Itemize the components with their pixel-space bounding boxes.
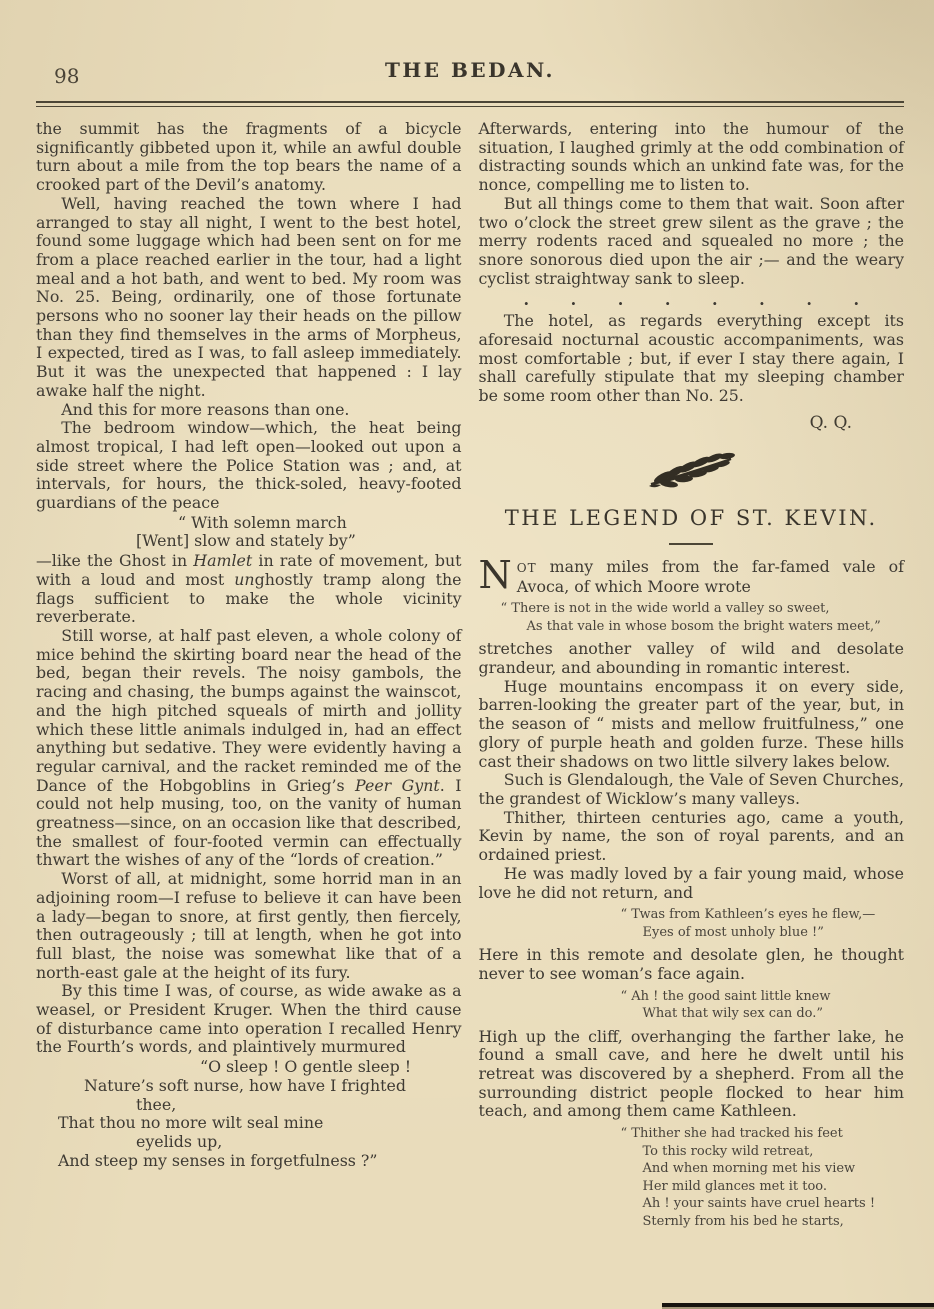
header-double-rule [36, 101, 904, 107]
body-text: Thither, thirteen centuries ago, came a youth, Kevin by name, the son of royal parents, and an ordained priest. [478, 807, 904, 865]
journal-title: THE BEDAN. [385, 58, 555, 82]
paragraph [36, 419, 462, 513]
body-text: Still worse, at half past eleven, a whole colony of mice behind the skirting board near the head of the bed, began their revels. The noisy gambols, the racing and chasing, the bumps against the wainscot, and the high pitched squeals of mirth and jollity which these little animals indulged in, had an effect anything but sedative. They were evidently having a regular carnival, and the racket reminded me of the Dance of the Hobgoblins in Grieg’s [36, 625, 462, 795]
verse-line: That thou no more wilt seal mine [58, 1113, 324, 1133]
paragraph [479, 771, 905, 808]
verse-quote [36, 514, 462, 551]
verse-line: thee, [136, 1094, 177, 1114]
verse-quote [479, 988, 905, 1023]
paragraph [479, 678, 905, 772]
paragraph [479, 120, 905, 195]
paragraph [479, 946, 905, 983]
verse-line: Her mild glances met it too. [642, 1178, 828, 1194]
italic-text: Peer Gynt [355, 775, 440, 795]
verse-line: “O sleep ! O gentle sleep ! [200, 1057, 412, 1077]
body-text: The hotel, as regards everything except its aforesaid nocturnal acoustic accompaniments, was most comfortable ; but, if ever I stay there again, I shall carefully stipulate that my sleeping chamber be some room other than No. 25. [478, 311, 904, 406]
paragraph [479, 195, 905, 289]
verse-line: “ With solemn march [178, 512, 347, 532]
paragraph [479, 865, 905, 902]
verse-line: Nature’s soft nurse, how have I frighted [84, 1075, 406, 1095]
paragraph [36, 982, 462, 1057]
author-signature: Q. Q. [809, 412, 852, 433]
verse-quote [479, 906, 905, 941]
paragraph [36, 401, 462, 420]
body-text: Worst of all, at midnight, some horrid man in an adjoining room—I refuse to believe it can have been a lady—began to snore, at first gently, then fiercely, then outrageously ; till at length, when he got into full blast, the noise was somewhat like that of a north-east gale at the height of its fury. [36, 869, 462, 982]
dropcap-paragraph [478, 552, 905, 597]
verse-line: Eyes of most unholy blue !” [642, 924, 824, 940]
body-text: High up the cliff, overhanging the farther lake, he found a small cave, and here he dwelt until his retreat was discovered by a shepherd. From all the surrounding district people flocked to hear him teach, and among them came Kathleen. [478, 1026, 904, 1121]
body-text: in rate of movement, but with a loud and most [36, 551, 462, 589]
heading-rule [669, 543, 713, 545]
verse-quote [479, 1125, 905, 1230]
verse-line: Ah ! your saints have cruel hearts ! [642, 1196, 876, 1212]
verse-quote [36, 1058, 462, 1170]
body-text: Afterwards, entering into the humour of the situation, I laughed grimly at the odd combination of distracting sounds which an unkind fate was, for the nonce, compelling me to listen to. [478, 119, 904, 195]
page-header [36, 58, 904, 92]
dropcap-initial: N [478, 552, 512, 597]
body-text: The bedroom window—which, the heat being almost tropical, I had left open—looked out upon a side street where the Police Station was ; and, at intervals, for hours, the thick-soled, heavy-footed guardians of the peace [36, 418, 462, 513]
verse-line: As that vale in whose bosom the bright waters meet,” [526, 618, 881, 634]
smallcaps-text: OT [516, 560, 537, 575]
body-text: Well, having reached the town where I had arranged to stay all night, I went to the best hotel, found some luggage which had been sent on for me from a place reached earlier in the tour, had a light meal and a hot bath, and went to bed. My room was No. 25. Being, ordinarily, one of those fortunate persons who no sooner lay their heads on the pillow than they find themselves in the arms of Morpheus, I expected, tired as I was, to fall asleep immediately. But it was the unexpected that happened : I lay awake half the night. [36, 193, 462, 400]
body-text: Huge mountains encompass it on every side, barren-looking the greater part of the year, but, in the season of “ mists and mellow fruitfulness,” one glory of purple heath and golden furze. These hills cast their shadows on two little silvery lakes below. [478, 676, 904, 771]
paragraph [36, 627, 462, 870]
verse-line: Sternly from his bed he starts, [642, 1213, 844, 1229]
verse-line: To this rocky wild retreat, [642, 1143, 814, 1159]
verse-line: [Went] slow and stately by” [136, 531, 356, 551]
section-break-dots: . . . . . . . . [523, 290, 860, 310]
body-text: —like the Ghost in [36, 551, 194, 571]
paragraph [36, 552, 462, 627]
paragraph [479, 312, 905, 406]
two-column-body [36, 120, 904, 1235]
body-text: He was madly loved by a fair young maid, whose love he did not return, and [478, 863, 904, 902]
body-text: ghostly tramp along the flags sufficient to make the whole vicinity reverberate. [36, 569, 462, 627]
body-text: But all things come to them that wait. Soon after two o’clock the street grew silent as the grave ; the merry rodents raced and squealed no more ; the snore sonorous died upon the air ;— and the weary cyclist straightway sank to sleep. [478, 193, 904, 288]
body-text: many miles from the far-famed vale of Avoca, of which Moore wrote [516, 556, 904, 596]
paragraph [36, 195, 462, 401]
article-title: THE LEGEND OF ST. KEVIN. [504, 506, 878, 531]
page-number: 98 [54, 64, 80, 88]
right-column [479, 120, 905, 1235]
verse-line: And steep my senses in forgetfulness ?” [58, 1150, 378, 1170]
verse-line: “ Thither she had tracked his feet [620, 1126, 843, 1142]
body-text: the summit has the fragments of a bicycle significantly gibbeted upon it, while an awful double turn about a mile from the top bears the name of a crooked part of the Devil’s anatomy. [36, 119, 462, 195]
paragraph [36, 870, 462, 982]
left-column [36, 120, 462, 1235]
scan-edge-artifact [662, 1303, 934, 1307]
paragraph [36, 120, 462, 195]
body-text: . I could not help musing, too, on the vanity of human greatness—since, on an occasion like that described, the smallest of four-footed vermin can effectually thwart the wishes of any of the “lords of creation.” [36, 775, 462, 870]
body-text: stretches another valley of wild and desolate grandeur, and abounding in romantic interest. [478, 639, 904, 678]
verse-line: What that wily sex can do.” [642, 1006, 824, 1022]
body-text: By this time I was, of course, as wide awake as a weasel, or President Kruger. When the third cause of disturbance came into operation I recalled Henry the Fourth’s words, and plaintively murmured [36, 981, 462, 1057]
paragraph [479, 809, 905, 865]
italic-text: un [234, 569, 255, 589]
paragraph [479, 1028, 905, 1122]
paragraph [479, 640, 905, 677]
italic-text: Hamlet [193, 551, 253, 571]
verse-line: eyelids up, [136, 1131, 223, 1151]
body-text: Here in this remote and desolate glen, he thought never to see woman’s face again. [478, 945, 904, 983]
body-text: Such is Glendalough, the Vale of Seven Churches, the grandest of Wicklow’s many valleys. [478, 770, 904, 808]
body-text: And this for more reasons than one. [61, 399, 350, 419]
verse-quote [479, 600, 905, 635]
verse-line: And when morning met his view [642, 1161, 856, 1177]
leaf-spray-ornament-icon [479, 449, 905, 498]
verse-line: “ Twas from Kathleen’s eyes he flew,— [620, 907, 876, 923]
verse-line: “ Ah ! the good saint little knew [620, 988, 831, 1004]
verse-line: “ There is not in the wide world a valley so sweet, [500, 601, 830, 617]
